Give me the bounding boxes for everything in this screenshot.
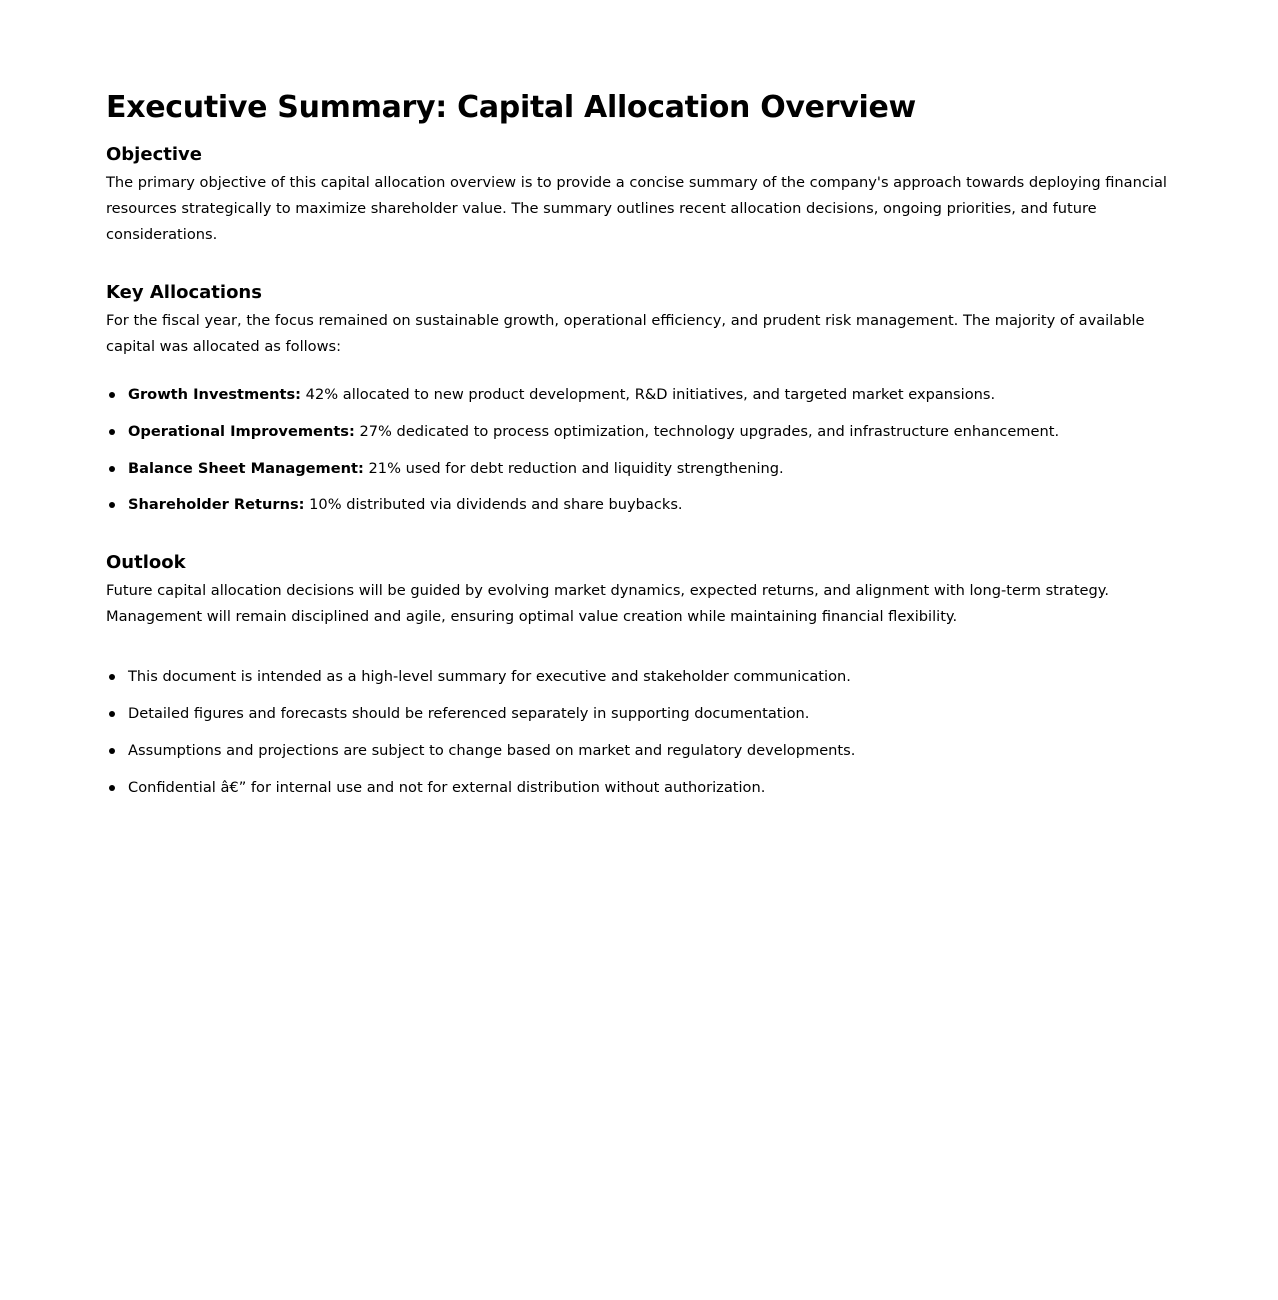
allocation-text: 27% dedicated to process optimization, technology upgrades, and infrastructure enhancement. [359,422,1060,440]
key-allocations-intro: For the fiscal year, the focus remained on sustainable growth, operational efficiency, and prudent risk management. The majority of available capital was allocated as follows: [106,312,1145,355]
allocation-list [106,382,1172,518]
allocation-text: 42% allocated to new product development, R&D initiatives, and targeted market expansions. [305,386,996,403]
bullet-icon [109,392,115,398]
allocation-item-balance-sheet [128,456,1172,482]
allocation-label: Shareholder Returns: [128,496,305,514]
note-item [128,701,1172,727]
allocation-text: 21% used for debt reduction and liquidity strengthening. [368,459,784,477]
bullet-icon [109,748,115,754]
note-text: This document is intended as a high-level summary for executive and stakeholder communication. [128,668,851,686]
allocation-item-shareholder [128,492,1172,518]
bullet-icon [109,466,115,472]
objective-text: The primary objective of this capital allocation overview is to provide a concise summary of the company's approach towards deploying financial resources strategically to maximize shareholder value. The summary outlines recent allocation decisions, ongoing priorities, and future considerations. [106,174,1167,243]
outlook-text: Future capital allocation decisions will be guided by evolving market dynamics, expected returns, and alignment with long-term strategy. Management will remain disciplined and agile, ensuring optimal value creation while maintaining financial flexibility. [106,582,1109,626]
objective-heading: Objective [106,144,202,165]
allocation-item-operational [128,419,1172,445]
page-title: Executive Summary: Capital Allocation Overview [106,90,916,125]
allocation-label: Operational Improvements: [128,422,355,440]
allocation-label: Balance Sheet Management: [128,459,364,477]
note-item [128,664,1172,690]
bullet-icon [109,502,115,508]
note-text: Assumptions and projections are subject to change based on market and regulatory developments. [128,741,856,759]
note-item [128,775,1172,801]
bullet-icon [109,785,115,791]
objective-section [106,142,1172,248]
key-allocations-section [106,280,1172,518]
note-text: Confidential â€” for internal use and not for external distribution without authorization. [128,778,766,796]
note-text: Detailed figures and forecasts should be referenced separately in supporting documentation. [128,705,810,723]
bullet-icon [109,429,115,435]
outlook-heading: Outlook [106,552,186,574]
bullet-icon [109,711,115,717]
note-item [128,738,1172,764]
key-allocations-heading: Key Allocations [106,282,262,303]
outlook-section [106,550,1172,630]
bullet-icon [109,674,115,680]
notes-list [106,664,1172,800]
notes-section [106,664,1172,800]
allocation-label: Growth Investments: [128,386,302,403]
allocation-text: 10% distributed via dividends and share buybacks. [309,496,683,514]
allocation-item-growth [128,382,1172,408]
